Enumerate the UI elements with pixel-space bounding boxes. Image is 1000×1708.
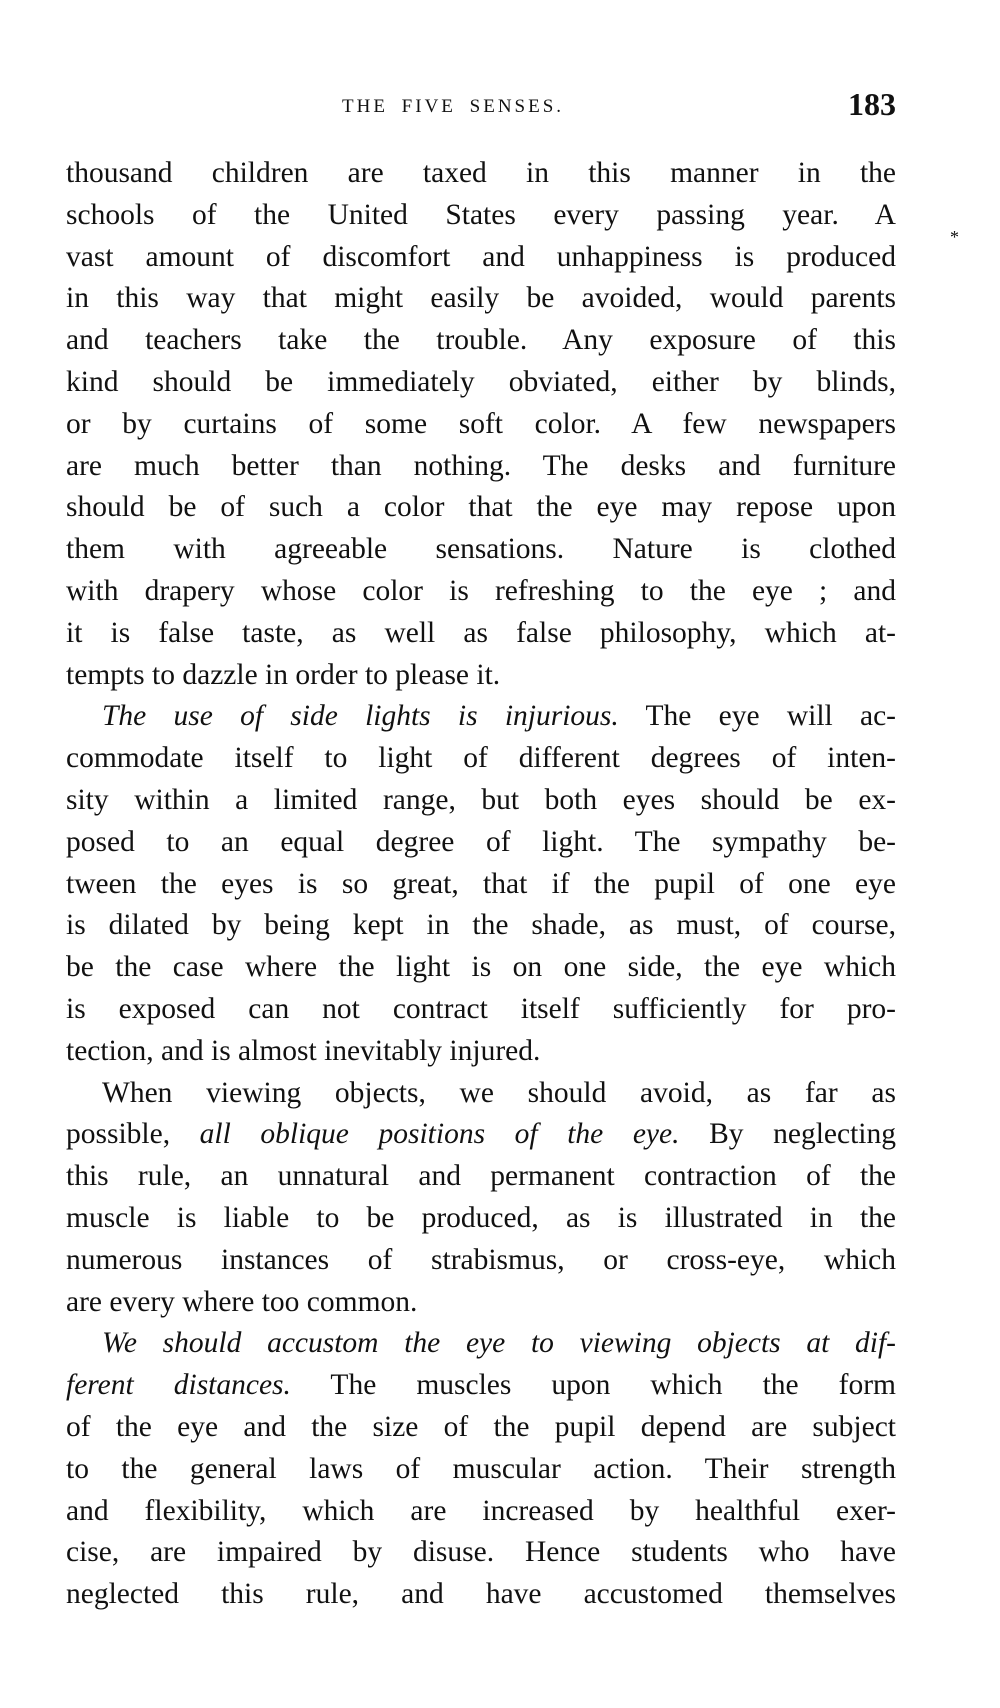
text-line-paragraph-start: [66, 1323, 896, 1365]
text-line: is exposed can not contract itself sufficiently for pro-: [66, 992, 896, 1025]
text-line: kind should be immediately obviated, either by blinds,: [66, 365, 896, 398]
line-text: The eye will ac-: [618, 700, 896, 733]
text-line: muscle is liable to be produced, as is illustrated in the: [66, 1201, 896, 1234]
text-line: and teachers take the trouble. Any exposure of this: [66, 324, 896, 357]
text-line: in this way that might easily be avoided, would parents: [66, 282, 896, 315]
text-line: are every where too common.: [66, 1285, 418, 1318]
text-line: schools of the United States every passing year. A: [66, 198, 896, 231]
page-number: 183: [848, 86, 896, 122]
text-line: be the case where the light is on one side, the eye which: [66, 951, 896, 984]
line-text: The muscles upon which the form: [290, 1369, 896, 1402]
italic-phrase: all oblique positions of the eye.: [199, 1118, 680, 1151]
text-line: vast amount of discomfort and unhappiness is produced: [66, 240, 896, 273]
text-line: them with agreeable sensations. Nature is clothed: [66, 533, 896, 566]
text-line: commodate itself to light of different degrees of inten-: [66, 742, 896, 775]
running-head: THE FIVE SENSES.: [342, 96, 565, 117]
italic-heading: ferent distances.: [66, 1369, 291, 1402]
text-line-paragraph-start: [66, 696, 896, 738]
text-line-paragraph-start: When viewing objects, we should avoid, as far as: [102, 1076, 896, 1109]
text-line: tection, and is almost inevitably injured.: [66, 1034, 541, 1067]
text-line: or by curtains of some soft color. A few newspapers: [66, 407, 896, 440]
text-line: should be of such a color that the eye may repose upon: [66, 491, 896, 524]
text-line: thousand children are taxed in this manner in the: [66, 157, 896, 189]
line-text: By neglecting: [679, 1118, 896, 1151]
text-line: sity within a limited range, but both eyes should be ex-: [66, 783, 896, 816]
text-line: tween the eyes is so great, that if the pupil of one eye: [66, 867, 896, 900]
text-line: numerous instances of strabismus, or cross-eye, which: [66, 1243, 896, 1276]
text-line: it is false taste, as well as false philosophy, which at-: [66, 616, 896, 649]
text-line: cise, are impaired by disuse. Hence students who have: [66, 1536, 896, 1569]
margin-mark: *: [950, 227, 959, 247]
text-line: this rule, an unnatural and permanent contraction of the: [66, 1160, 896, 1193]
italic-heading: We should accustom the eye to viewing objects at dif-: [102, 1327, 896, 1360]
text-line: are much better than nothing. The desks and furniture: [66, 449, 896, 482]
text-line: neglected this rule, and have accustomed themselves: [66, 1578, 896, 1611]
text-line: and flexibility, which are increased by healthful exer-: [66, 1494, 896, 1527]
line-text: possible,: [66, 1118, 200, 1151]
text-line: posed to an equal degree of light. The sympathy be-: [66, 825, 896, 858]
text-line: of the eye and the size of the pupil depend are subject: [66, 1410, 896, 1443]
text-line: with drapery whose color is refreshing to the eye ; and: [66, 574, 896, 607]
body-text: [66, 153, 896, 1616]
text-line: tempts to dazzle in order to please it.: [66, 658, 501, 691]
text-line: to the general laws of muscular action. Their strength: [66, 1452, 896, 1485]
text-line: is dilated by being kept in the shade, as must, of course,: [66, 909, 896, 942]
text-line: [66, 1114, 896, 1156]
italic-heading: The use of side lights is injurious.: [102, 700, 619, 733]
text-line: [66, 1365, 896, 1407]
